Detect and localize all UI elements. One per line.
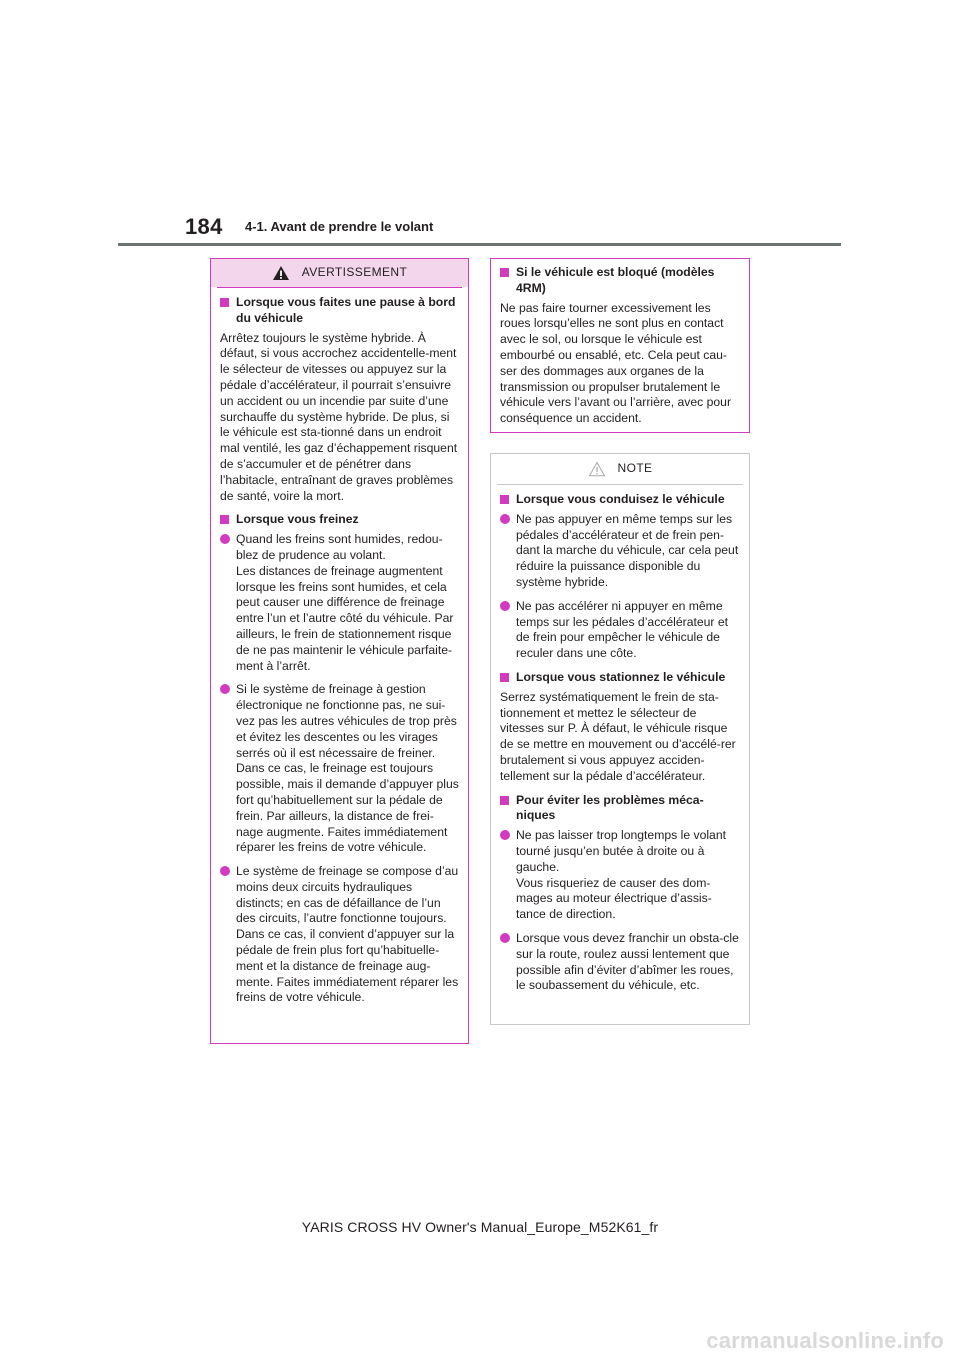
round-bullet-icon (220, 534, 230, 544)
bullet-item (500, 512, 741, 591)
paragraph: Arrêtez toujours le système hybride. À défaut, si vous accrochez accidentelle-ment le sélecteur de vitesses ou appuyez sur la pédale d’accélérateur, il pourrait s’ensuivre un accident ou un incendie par suite d’une surchauffe du système hybride. De plus, si le véhicule est sta-tionné dans un endroit mal ventilé, les gaz d’échappement risquent de s’accumuler et de pénétrer dans l’habitacle, entraînant de graves problèmes de santé, voire la mort. (220, 330, 458, 503)
square-bullet-icon (500, 268, 509, 277)
note-box-header (491, 454, 749, 484)
section-heading-text: Pour éviter les problèmes méca-niques (516, 792, 704, 823)
bullet-text: Lorsque vous devez franchir un obsta-cle sur la route, roulez aussi lentement que possible afin d’éviter d’abîmer les roues, le soubassement du véhicule, etc. (516, 930, 739, 993)
bullet-text: Le système de freinage se compose d’au moins deux circuits hydrauliques distincts; en cas de défaillance de l’un des circuits, l’autre fonctionne toujours. Dans ce cas, il convient d’appuyer sur la pédale de frein plus fort qu’habituelle-ment et la distance de freinage aug-mente. Faites immédiatement réparer les freins de votre véhicule. (236, 864, 459, 1005)
warning-box-title: AVERTISSEMENT (301, 265, 408, 280)
bullet-item (500, 828, 741, 923)
section-heading (500, 793, 741, 825)
round-bullet-icon (500, 514, 510, 524)
bullet-item (220, 532, 460, 674)
bullet-item (500, 931, 741, 994)
round-bullet-icon (220, 684, 230, 694)
note-box (490, 453, 750, 1025)
square-bullet-icon (500, 796, 509, 805)
paragraph: Ne pas faire tourner excessivement les roues lorsqu’elles ne sont plus en contact avec le sol, ou lorsque le véhicule est embourbé ou ensablé, etc. Cela peut cau-ser des dommages aux organes de la transmission ou propulser brutalement le véhicule vers l’avant ou l’arrière, avec pour conséquence un accident. (500, 300, 731, 426)
section-heading-text: Lorsque vous conduisez le véhicule (516, 492, 725, 506)
bullet-text: Si le système de freinage à gestion électronique ne fonctionne pas, ne sui-vez pas les autres véhicules de trop près et évitez les descentes ou les virages serrés où il est nécessaire de freiner. Dans ce cas, le freinage est toujours possible, mais il demande d’appuyer plus fort qu’habituellement sur la pédale de frein. Par ailleurs, la distance de frei-nage augmente. Faites immédiatement réparer les freins de votre véhicule. (236, 682, 459, 855)
section-heading (220, 512, 460, 528)
square-bullet-icon (500, 673, 509, 682)
round-bullet-icon (500, 601, 510, 611)
footer-text: YARIS CROSS HV Owner's Manual_Europe_M52K61_fr (301, 1219, 659, 1235)
round-bullet-icon (500, 830, 510, 840)
bullet-text: Quand les freins sont humides, redou-blez de prudence au volant. Les distances de freinage augmentent lorsque les freins sont humides, et cela peut causer une différence de freinage entre l’un et l’autre côté du véhicule. Par ailleurs, le frein de stationnement risque de ne pas maintenir le véhicule parfaite-ment à l’arrêt. (236, 532, 454, 673)
warning-box (210, 258, 469, 1044)
square-bullet-icon (220, 515, 229, 524)
warning-box-header (211, 259, 468, 287)
section-heading (500, 265, 741, 297)
paragraph: Serrez systématiquement le frein de sta-tionnement et mettez le sélecteur de vitesses sur P. À défaut, le véhicule risque de se mettre en mouvement ou d’accélé-rer brutalement si vous appuyez acciden-tellement sur la pédale d’accélérateur. (500, 689, 736, 783)
section-title: 4-1. Avant de prendre le volant (245, 219, 434, 234)
round-bullet-icon (220, 866, 230, 876)
header-rule (118, 243, 841, 246)
section-heading (220, 295, 460, 327)
bullet-text: Ne pas laisser trop longtemps le volant tourné jusqu’en butée à droite ou à gauche. Vous risqueriez de causer des dom-mages au moteur électrique d’assis-tance de direction. (516, 828, 727, 922)
warning-box-continued (490, 258, 750, 433)
warning-triangle-icon (272, 265, 290, 281)
square-bullet-icon (220, 298, 229, 307)
section-heading-text: Lorsque vous faites une pause à bord du véhicule (236, 295, 456, 325)
bullet-text: Ne pas accélérer ni appuyer en même temps sur les pédales d’accélérateur et de frein pour empêcher le véhicule de reculer dans une côte. (516, 598, 729, 661)
section-heading-text: Si le véhicule est bloqué (modèles 4RM) (516, 265, 715, 295)
note-box-content (491, 485, 749, 1010)
section-heading-text: Lorsque vous stationnez le véhicule (516, 669, 726, 684)
bullet-text: Ne pas appuyer en même temps sur les pédales d’accélérateur et de frein pen-dant la marche du véhicule, car cela peut réduire la puissance disponible du système hybride. (516, 511, 739, 589)
watermark-text: carmanualsonline.info (706, 1328, 944, 1353)
section-heading (500, 670, 741, 686)
note-box-title: NOTE (617, 461, 653, 476)
bullet-item (220, 864, 460, 1006)
page-number: 184 (185, 214, 223, 239)
caution-triangle-icon (588, 461, 606, 477)
section-heading-text: Lorsque vous freinez (236, 512, 359, 527)
square-bullet-icon (500, 495, 509, 504)
section-heading (500, 492, 741, 508)
warning-box-continued-content (491, 259, 749, 443)
bullet-item (220, 682, 460, 856)
bullet-item (500, 599, 741, 662)
warning-box-content (211, 288, 468, 1022)
round-bullet-icon (500, 933, 510, 943)
